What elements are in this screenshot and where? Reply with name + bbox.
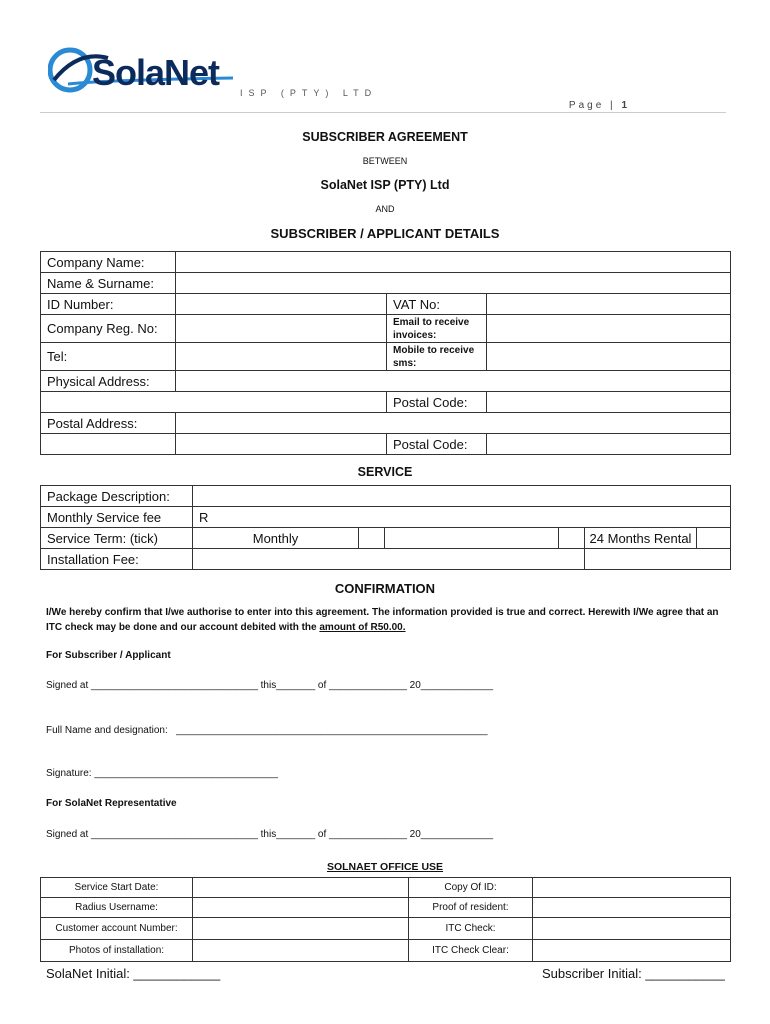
- monthly-option-label: Monthly: [193, 528, 359, 549]
- tel-field[interactable]: [176, 343, 387, 371]
- currency-symbol: R: [199, 509, 209, 525]
- service-start-field[interactable]: [193, 878, 409, 898]
- agreement-title: SUBSCRIBER AGREEMENT: [302, 130, 468, 144]
- tel-label: Tel:: [41, 343, 176, 371]
- itc-clear-label: ITC Check Clear:: [409, 940, 533, 962]
- monthly-fee-label: Monthly Service fee: [41, 507, 193, 528]
- proof-resident-field[interactable]: [533, 898, 731, 918]
- customer-account-label: Customer account Number:: [41, 918, 193, 940]
- copy-id-label: Copy Of ID:: [409, 878, 533, 898]
- proof-resident-label: Proof of resident:: [409, 898, 533, 918]
- physical-address-label: Physical Address:: [41, 371, 176, 392]
- subscriber-signed-at-line[interactable]: Signed at ______________________________ this_______ of ______________ 20_____________: [46, 680, 494, 691]
- for-solanet-label: For SolaNet Representative: [46, 798, 177, 809]
- subscriber-initial-line[interactable]: Subscriber Initial: ___________: [542, 966, 725, 981]
- name-surname-label: Name & Surname:: [41, 273, 176, 294]
- confirmation-amount: amount of R50.00.: [319, 622, 406, 633]
- signature-line[interactable]: Signature: _________________________________: [46, 768, 278, 779]
- company-name-label: Company Name:: [41, 252, 176, 273]
- confirmation-text: I/We hereby confirm that I/we authorise to enter into this agreement. The information provided is true and correct. Herewith I/We agree that an ITC check may be done and our account debited with the amount of R50.00.: [46, 607, 719, 633]
- installation-fee-field[interactable]: [193, 549, 585, 570]
- copy-id-field[interactable]: [533, 878, 731, 898]
- subscriber-details-table: [40, 251, 731, 455]
- name-surname-field[interactable]: [176, 273, 731, 294]
- radius-username-field[interactable]: [193, 898, 409, 918]
- vat-no-label: VAT No:: [387, 294, 487, 315]
- rental-tick-box[interactable]: [697, 528, 731, 549]
- physical-address-field[interactable]: [176, 371, 731, 392]
- vat-no-field[interactable]: [487, 294, 731, 315]
- between-label: BETWEEN: [362, 156, 408, 166]
- package-description-label: Package Description:: [41, 486, 193, 507]
- itc-check-field[interactable]: [533, 918, 731, 940]
- postal-code-1-field[interactable]: [487, 392, 731, 413]
- postal-code-1-label: Postal Code:: [387, 392, 487, 413]
- company-name-field[interactable]: [176, 252, 731, 273]
- postal-address-field-2[interactable]: [176, 434, 387, 455]
- service-heading: SERVICE: [357, 465, 413, 479]
- service-table: [40, 485, 731, 570]
- header-divider: [40, 112, 726, 113]
- photos-installation-label: Photos of installation:: [41, 940, 193, 962]
- id-number-field[interactable]: [176, 294, 387, 315]
- id-number-label: ID Number:: [41, 294, 176, 315]
- physical-address-field-2[interactable]: [41, 392, 387, 413]
- for-subscriber-label: For Subscriber / Applicant: [46, 650, 171, 661]
- full-name-designation-line[interactable]: Full Name and designation: ________________________________________________________: [46, 725, 488, 736]
- customer-account-field[interactable]: [193, 918, 409, 940]
- radius-username-label: Radius Username:: [41, 898, 193, 918]
- blank-tick-box[interactable]: [559, 528, 585, 549]
- package-description-field[interactable]: [193, 486, 731, 507]
- and-label: AND: [375, 204, 395, 214]
- postal-code-2-label: Postal Code:: [387, 434, 487, 455]
- confirmation-heading: CONFIRMATION: [334, 581, 436, 596]
- mobile-sms-label: Mobile to receive sms:: [387, 343, 487, 371]
- logo-text: SolaNet: [92, 52, 220, 93]
- photos-installation-field[interactable]: [193, 940, 409, 962]
- company-title: SolaNet ISP (PTY) Ltd: [320, 178, 450, 192]
- service-term-label: Service Term: (tick): [41, 528, 193, 549]
- email-invoices-field[interactable]: [487, 315, 731, 343]
- itc-clear-field[interactable]: [533, 940, 731, 962]
- tagline: ISP (PTY) LTD: [240, 88, 378, 98]
- postal-code-2-field[interactable]: [487, 434, 731, 455]
- monthly-tick-box[interactable]: [359, 528, 385, 549]
- office-use-heading: SOLNAET OFFICE USE: [326, 861, 444, 873]
- monthly-fee-field[interactable]: [193, 507, 731, 528]
- rental-option-label: 24 Months Rental: [585, 528, 697, 549]
- solanet-initial-line[interactable]: SolaNet Initial: ____________: [46, 966, 221, 981]
- mobile-sms-field[interactable]: [487, 343, 731, 371]
- office-use-table: [40, 877, 731, 962]
- company-reg-field[interactable]: [176, 315, 387, 343]
- service-start-label: Service Start Date:: [41, 878, 193, 898]
- postal-address-label: Postal Address:: [41, 413, 176, 434]
- postal-address-field[interactable]: [176, 413, 731, 434]
- solanet-signed-at-line[interactable]: Signed at ______________________________ this_______ of ______________ 20_____________: [46, 829, 494, 840]
- installation-fee-label: Installation Fee:: [41, 549, 193, 570]
- details-heading: SUBSCRIBER / APPLICANT DETAILS: [270, 226, 500, 241]
- page-number: Page | 1: [568, 100, 630, 111]
- email-invoices-label: Email to receive invoices:: [387, 315, 487, 343]
- postal-address-spacer: [41, 434, 176, 455]
- term-blank-field[interactable]: [385, 528, 559, 549]
- itc-check-label: ITC Check:: [409, 918, 533, 940]
- company-reg-label: Company Reg. No:: [41, 315, 176, 343]
- installation-fee-extra[interactable]: [585, 549, 731, 570]
